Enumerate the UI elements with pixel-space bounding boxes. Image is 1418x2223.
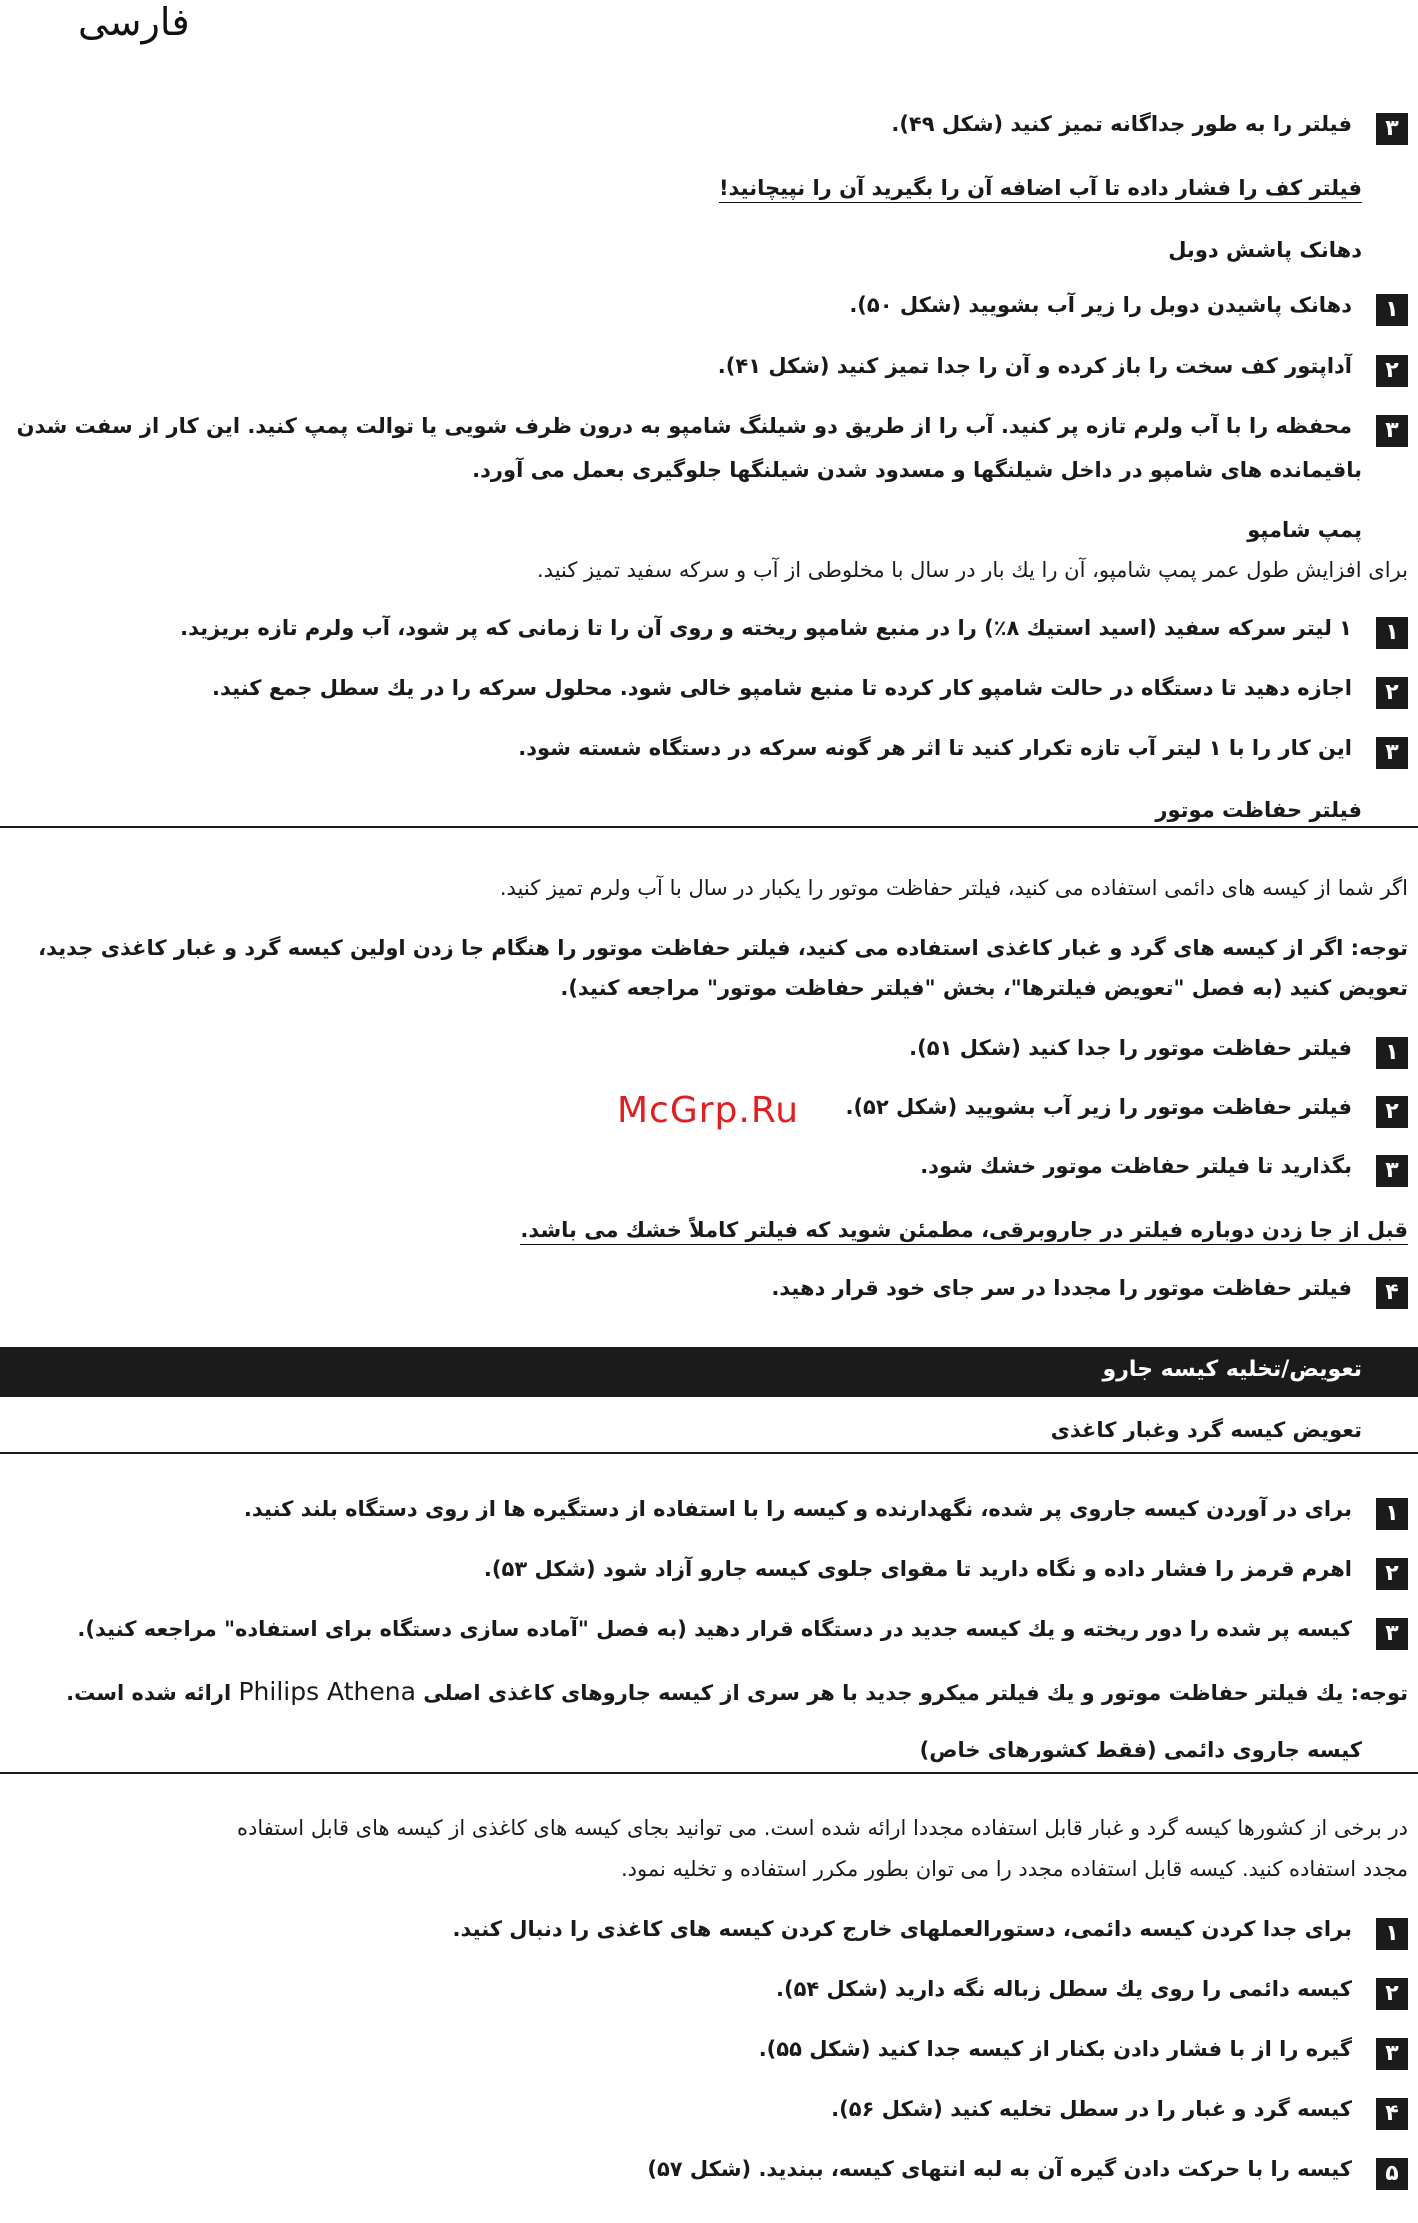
warning-text: فیلتر کف را فشار داده تا آب اضافه آن را بگیرید آن را نپیچانید! — [719, 176, 1362, 203]
motor-note-line2: تعویض کنید (به فصل "تعویض فیلترها"، بخش "فیلتر حفاظت موتور" مراجعه کنید). — [560, 976, 1408, 1000]
step-number: ۲ — [1376, 1096, 1408, 1128]
watermark: McGrp.Ru — [617, 1090, 800, 1131]
band-title: تعویض/تخلیه کیسه جارو — [1102, 1357, 1362, 1382]
page-language-title: فارسی — [78, 0, 190, 44]
step-text: این کار را با ۱ لیتر آب تازه تکرار کنید تا اثر هر گونه سرکه در دستگاه شسته شود. — [518, 736, 1352, 760]
step-number: ۵ — [1376, 2158, 1408, 2190]
step-number: ۱ — [1376, 1918, 1408, 1950]
step-text: ۱ لیتر سرکه سفید (اسید استیك ۸٪) را در منبع شامپو ریخته و روی آن را تا زمانی که پر شود، آب ولرم تازه بریزید. — [180, 616, 1352, 640]
permanent-step-5 — [647, 2157, 1408, 2190]
nozzle-step-2 — [718, 354, 1408, 387]
step-number: ۲ — [1376, 355, 1408, 387]
nozzle-heading: دهانک پاشش دوبل — [1168, 238, 1362, 262]
motor-step-3 — [920, 1154, 1408, 1187]
step-number: ۴ — [1376, 2098, 1408, 2130]
nozzle-step-1 — [849, 293, 1408, 326]
permanent-step-2 — [776, 1977, 1408, 2010]
step-number: ۲ — [1376, 677, 1408, 709]
step-number: ۳ — [1376, 2038, 1408, 2070]
pump-step-2 — [212, 676, 1408, 709]
step-text: آداپتور کف سخت را باز کرده و آن را جدا تمیز کنید (شکل ۴۱). — [717, 354, 1352, 378]
permanent-intro-line2: مجدد استفاده کنید. کیسه قابل استفاده مجدد را می توان بطور مکرر استفاده و تخلیه نمود. — [620, 1857, 1408, 1881]
pump-heading: پمپ شامپو — [1247, 518, 1362, 542]
step-number: ۱ — [1376, 294, 1408, 326]
bag-sub-heading: تعویض کیسه گرد وغبار کاغذی — [1050, 1418, 1362, 1442]
permanent-step-1 — [453, 1917, 1408, 1950]
step-number: ۱ — [1376, 617, 1408, 649]
permanent-heading: کیسه جاروی دائمی (فقط کشورهای خاص) — [919, 1738, 1362, 1762]
step-number: ۳ — [1376, 415, 1408, 447]
step-text: کیسه پر شده را دور ریخته و یك کیسه جدید در دستگاه قرار دهید (به فصل "آماده سازی دستگاه برای استفاده" مراجعه کنید). — [77, 1617, 1352, 1641]
step-number: ۱ — [1376, 1498, 1408, 1530]
step-number: ۴ — [1376, 1277, 1408, 1309]
bag-step-3 — [77, 1617, 1408, 1650]
step-text: کیسه دائمی را روی یك سطل زباله نگه دارید (شکل ۵۴). — [776, 1977, 1352, 2001]
bag-step-2 — [484, 1557, 1408, 1590]
step-text: محفظه را با آب ولرم تازه پر کنید. آب را از طریق دو شیلنگ شامپو به درون ظرف شویی یا توالت پمپ کنید. این کار از سفت شدن — [16, 414, 1352, 438]
step-number: ۳ — [1376, 1155, 1408, 1187]
section-divider — [0, 1772, 1418, 1774]
permanent-step-3 — [759, 2037, 1408, 2070]
pump-step-3 — [518, 736, 1408, 769]
step-number: ۲ — [1376, 1558, 1408, 1590]
pump-intro: برای افزایش طول عمر پمپ شامپو، آن را یك بار در سال با مخلوطی از آب و سرکه سفید تمیز کنید. — [537, 558, 1408, 582]
motor-step-1 — [909, 1036, 1408, 1069]
bag-note-post: ارائه شده است. — [66, 1681, 232, 1705]
step-number: ۳ — [1376, 737, 1408, 769]
permanent-intro-line1: در برخی از کشورها کیسه گرد و غبار قابل استفاده مجددا ارائه شده است. می توانید بجای کیسه های کاغذی از کیسه های قابل استفاده — [237, 1816, 1408, 1840]
step-number: ۱ — [1376, 1037, 1408, 1069]
step-number: ۳ — [1376, 113, 1408, 145]
motor-warning: قبل از جا زدن دوباره فیلتر در جاروبرقی، مطمئن شوید که فیلتر کاملاً خشك می باشد. — [520, 1218, 1408, 1245]
step-text: اهرم قرمز را فشار داده و نگاه دارید تا مقوای جلوی کیسه جارو آزاد شود (شکل ۵۳). — [483, 1557, 1352, 1581]
step-text: فیلتر حفاظت موتور را مجددا در سر جای خود قرار دهید. — [771, 1276, 1352, 1300]
step-text: فیلتر حفاظت موتور را جدا کنید (شکل ۵۱). — [909, 1036, 1352, 1060]
step-text: گیره را از با فشار دادن بکنار از کیسه جدا کنید (شکل ۵۵). — [758, 2037, 1352, 2061]
motor-step-2 — [845, 1095, 1408, 1128]
step-text: برای جدا کردن کیسه دائمی، دستورالعملهای خارج کردن کیسه های کاغذی را دنبال کنید. — [452, 1917, 1352, 1941]
section-divider — [0, 826, 1418, 828]
section-band — [0, 1347, 1418, 1397]
section-divider — [0, 1452, 1418, 1454]
motor-step-4 — [771, 1276, 1408, 1309]
motor-note-line1: توجه: اگر از کیسه های گرد و غبار کاغذی استفاده می کنید، فیلتر حفاظت موتور را هنگام جا زدن اولین کیسه گرد و غبار کاغذی جدید، — [38, 936, 1408, 960]
step-text: برای در آوردن کیسه جاروی پر شده، نگهدارنده و کیسه را با استفاده از دستگیره ها از روی دستگاه بلند کنید. — [243, 1497, 1352, 1521]
pump-step-1 — [180, 616, 1408, 649]
motor-intro: اگر شما از کیسه های دائمی استفاده می کنید، فیلتر حفاظت موتور را یکبار در سال با آب ولرم تمیز کنید. — [499, 876, 1408, 900]
bag-note-pre: توجه: یك فیلتر حفاظت موتور و یك فیلتر میکرو جدید با هر سری از کیسه جاروهای کاغذی اصلی — [423, 1681, 1408, 1705]
step-text: دهانک پاشیدن دوبل را زیر آب بشویید (شکل ۵۰). — [849, 293, 1352, 317]
permanent-step-4 — [831, 2097, 1408, 2130]
nozzle-step-3-line2: باقیمانده های شامپو در داخل شیلنگها و مسدود شدن شیلنگها جلوگیری بعمل می آورد. — [472, 458, 1362, 482]
step-text: کیسه را با حرکت دادن گیره آن به لبه انتهای کیسه، ببندید. (شکل ۵۷) — [647, 2157, 1352, 2181]
step-text: کیسه گرد و غبار را در سطل تخلیه کنید (شکل ۵۶). — [831, 2097, 1352, 2121]
step-text: فیلتر را به طور جداگانه تمیز کنید (شکل ۴۹). — [891, 112, 1352, 136]
step-number: ۲ — [1376, 1978, 1408, 2010]
motor-heading: فیلتر حفاظت موتور — [1155, 798, 1362, 822]
step-text: فیلتر حفاظت موتور را زیر آب بشویید (شکل ۵۲). — [845, 1095, 1352, 1119]
step-text: اجازه دهید تا دستگاه در حالت شامپو کار کرده تا منبع شامپو خالی شود. محلول سرکه را در یك سطل جمع کنید. — [212, 676, 1352, 700]
bag-note — [66, 1677, 1408, 1706]
step-number: ۳ — [1376, 1618, 1408, 1650]
bag-note-brand: Philips Athena — [238, 1677, 416, 1706]
step-text: بگذارید تا فیلتر حفاظت موتور خشك شود. — [920, 1154, 1352, 1178]
filter-step-3 — [891, 112, 1408, 145]
bag-step-1 — [244, 1497, 1408, 1530]
nozzle-step-3 — [17, 414, 1408, 447]
